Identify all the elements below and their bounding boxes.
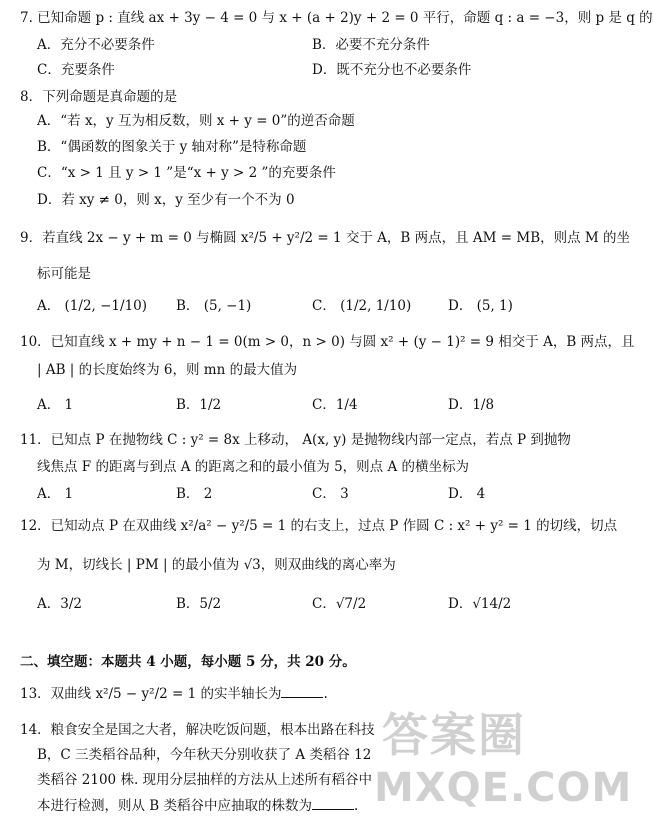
q9-option-b: B． (5, −1): [176, 298, 252, 314]
q14-line3: 类稻谷 2100 株. 现用分层抽样的方法从上述所有稻谷中: [37, 772, 373, 788]
q11-stem-line2: 线焦点 F 的距离与到点 A 的距离之和的最小值为 5，则点 A 的横坐标为: [37, 459, 469, 475]
watermark-cn-text: 答案圈: [382, 708, 526, 762]
q7-option-d: D．既不充分也不必要条件: [312, 62, 472, 78]
q9-stem-line2: 标可能是: [37, 266, 91, 282]
q11-stem-line1: 11．已知点 P 在抛物线 C : y² = 8x 上移动， A(x, y) 是抛物线内部一定点，若点 P 到抛物: [20, 432, 571, 448]
q8-option-a: A．“若 x，y 互为相反数，则 x + y = 0”的逆否命题: [37, 113, 355, 129]
q13-answer-blank: [281, 685, 323, 698]
q12-option-b: B．5/2: [176, 596, 222, 612]
q14-line4: [37, 797, 358, 815]
q8-stem: 8．下列命题是真命题的是: [20, 89, 178, 105]
q11-option-d: D． 4: [448, 486, 486, 502]
q9-stem-line1: 9．若直线 2x − y + m = 0 与椭圆 x²/5 + y²/2 = 1 交于 A，B 两点，且 AM = MB，则点 M 的坐: [20, 230, 631, 246]
q9-option-c: C． (1/2, 1/10): [312, 298, 412, 314]
q12-option-d: D．√14/2: [448, 596, 512, 612]
q14-line2: B，C 三类稻谷品种，今年秋天分别收获了 A 类稻谷 12: [37, 747, 372, 763]
q10-stem-line2: | AB | 的长度始终为 6，则 mn 的最大值为: [37, 362, 298, 378]
q7-option-a: A．充分不必要条件: [37, 37, 155, 53]
q8-option-d: D．若 xy ≠ 0，则 x，y 至少有一个不为 0: [37, 192, 295, 208]
q7-stem: 7. 已知命题 p : 直线 ax + 3y − 4 = 0 与 x + (a + 2)y + 2 = 0 平行，命题 q : a = −3，则 p 是 q 的: [20, 10, 653, 26]
q10-stem-line1: 10．已知直线 x + my + n − 1 = 0(m > 0，n > 0) 与圆 x² + (y − 1)² = 9 相交于 A，B 两点，且: [20, 334, 635, 350]
q14-answer-blank: [312, 797, 354, 810]
q13-period: .: [323, 686, 328, 702]
watermark-logo: [372, 701, 633, 819]
q11-option-b: B． 2: [176, 486, 213, 502]
q11-option-c: C． 3: [312, 486, 349, 502]
q12-option-c: C．√7/2: [312, 596, 367, 612]
q13-text: 13．双曲线 x²/5 − y²/2 = 1 的实半轴长为: [20, 686, 282, 702]
watermark-en-text: MXQE.COM: [374, 765, 633, 811]
section-heading-fill-in: 二、填空题：本题共 4 小题，每小题 5 分，共 20 分。: [20, 654, 356, 670]
q10-option-c: C．1/4: [312, 397, 358, 413]
q9-option-a: A． (1/2, −1/10): [37, 298, 148, 314]
q10-option-b: B．1/2: [176, 397, 222, 413]
q12-option-a: A．3/2: [37, 596, 82, 612]
q8-option-b: B．“偶函数的图象关于 y 轴对称”是特称命题: [37, 139, 307, 155]
q7-option-b: B．必要不充分条件: [312, 37, 430, 53]
q10-option-a: A． 1: [37, 397, 74, 413]
q7-option-c: C．充要条件: [37, 62, 115, 78]
q10-option-d: D．1/8: [448, 397, 495, 413]
q14-line1: 14．粮食安全是国之大者，解决吃饭问题，根本出路在科技: [20, 722, 375, 738]
q13-stem: [20, 685, 328, 703]
q14-line4-text: 本进行检测，则从 B 类稻谷中应抽取的株数为: [37, 798, 313, 814]
q11-option-a: A． 1: [37, 486, 74, 502]
q12-stem-line1: 12．已知动点 P 在双曲线 x²/a² − y²/5 = 1 的右支上，过点 P 作圆 C : x² + y² = 1 的切线，切点: [20, 518, 618, 534]
q12-stem-line2: 为 M，切线长 | PM | 的最小值为 √3，则双曲线的离心率为: [37, 557, 396, 573]
q8-option-c: C．“x > 1 且 y > 1 ”是“x + y > 2 ”的充要条件: [37, 165, 336, 181]
q9-option-d: D． (5, 1): [448, 298, 513, 314]
q14-period: .: [354, 798, 359, 814]
